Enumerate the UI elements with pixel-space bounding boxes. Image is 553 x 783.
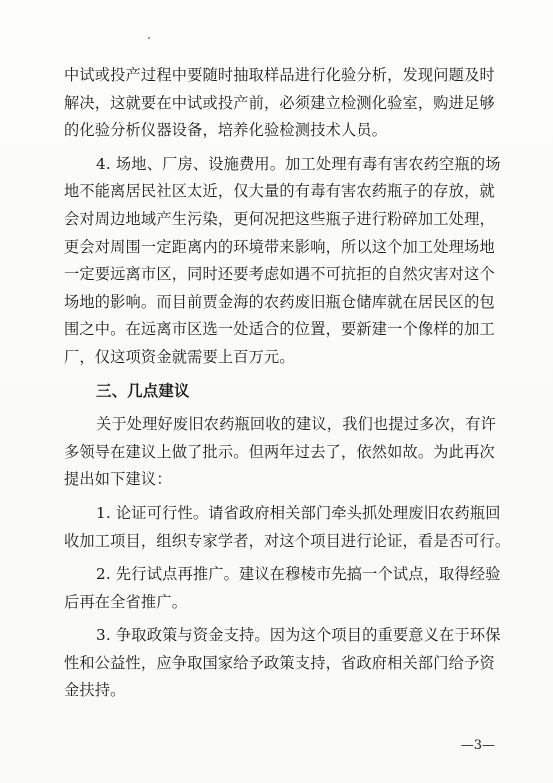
- text-line: 2. 先行试点再推广。建议在穆棱市先搞一个试点，取得经验: [96, 565, 501, 584]
- text-line: 多领导在建议上做了批示。但两年过去了，依然如故。为此再次: [64, 442, 495, 461]
- text-line: 3. 争取政策与资金支持。因为这个项目的重要意义在于环保: [96, 626, 501, 645]
- text-line: 一定要远离市区，同时还要考虑如遇不可抗拒的自然灾害对这个: [64, 265, 495, 284]
- page-number: —3—: [460, 738, 495, 753]
- text-line: 更会对周围一定距离内的环境带来影响，所以这个加工处理场地: [64, 237, 495, 256]
- paragraph-suggestion-1: [64, 500, 511, 555]
- text-line: 围之中。在远离市区选一处适合的位置，要新建一个像样的加工: [64, 320, 495, 339]
- text-line: 中试或投产过程中要随时抽取样品进行化验分析，发现问题及时: [64, 66, 495, 84]
- text-line: 4. 场地、厂房、设施费用。加工处理有毒有害农药空瓶的场: [96, 154, 501, 173]
- paragraph-continuation: [64, 62, 494, 145]
- paragraph-intro: [64, 411, 497, 494]
- paragraph-suggestion-3: [64, 622, 501, 705]
- text-line: 场地的影响。而目前贾金海的农药废旧瓶仓储库就在居民区的包: [64, 292, 495, 311]
- text-line: 地不能离居民社区太近，仅大量的有毒有害农药瓶子的存放，就: [64, 182, 495, 201]
- scan-speck: [148, 37, 150, 39]
- document-body: [64, 62, 511, 705]
- text-line: 1. 论证可行性。请省政府相关部门牵头抓处理废旧农药瓶回: [96, 503, 501, 522]
- text-line: 的化验分析仪器设备，培养化验检测技术人员。: [64, 121, 388, 140]
- text-line: 后再在全省推广。: [64, 592, 188, 611]
- text-line: 解决，这就要在中试或投产前，必须建立检测化验室，购进足够: [64, 93, 495, 112]
- section-heading: 三、几点建议: [96, 381, 190, 400]
- text-line: 收加工项目，组织专家学者，对这个项目进行论证，看是否可行。: [64, 531, 511, 550]
- text-line: 性和公益性，应争取国家给予政策支持，省政府相关部门给予资: [64, 653, 495, 672]
- paragraph-suggestion-2: [64, 561, 501, 616]
- text-line: 会对周边地域产生污染，更何况把这些瓶子进行粉碎加工处理，: [64, 209, 495, 228]
- text-line: 关于处理好废旧农药瓶回收的建议，我们也提过多次，有许: [96, 415, 497, 434]
- text-line: 金扶持。: [64, 681, 126, 700]
- text-line: 厂，仅这项资金就需要上百万元。: [64, 347, 295, 366]
- text-line: 提出如下建议：: [64, 470, 172, 489]
- paragraph-item-4: [64, 151, 501, 372]
